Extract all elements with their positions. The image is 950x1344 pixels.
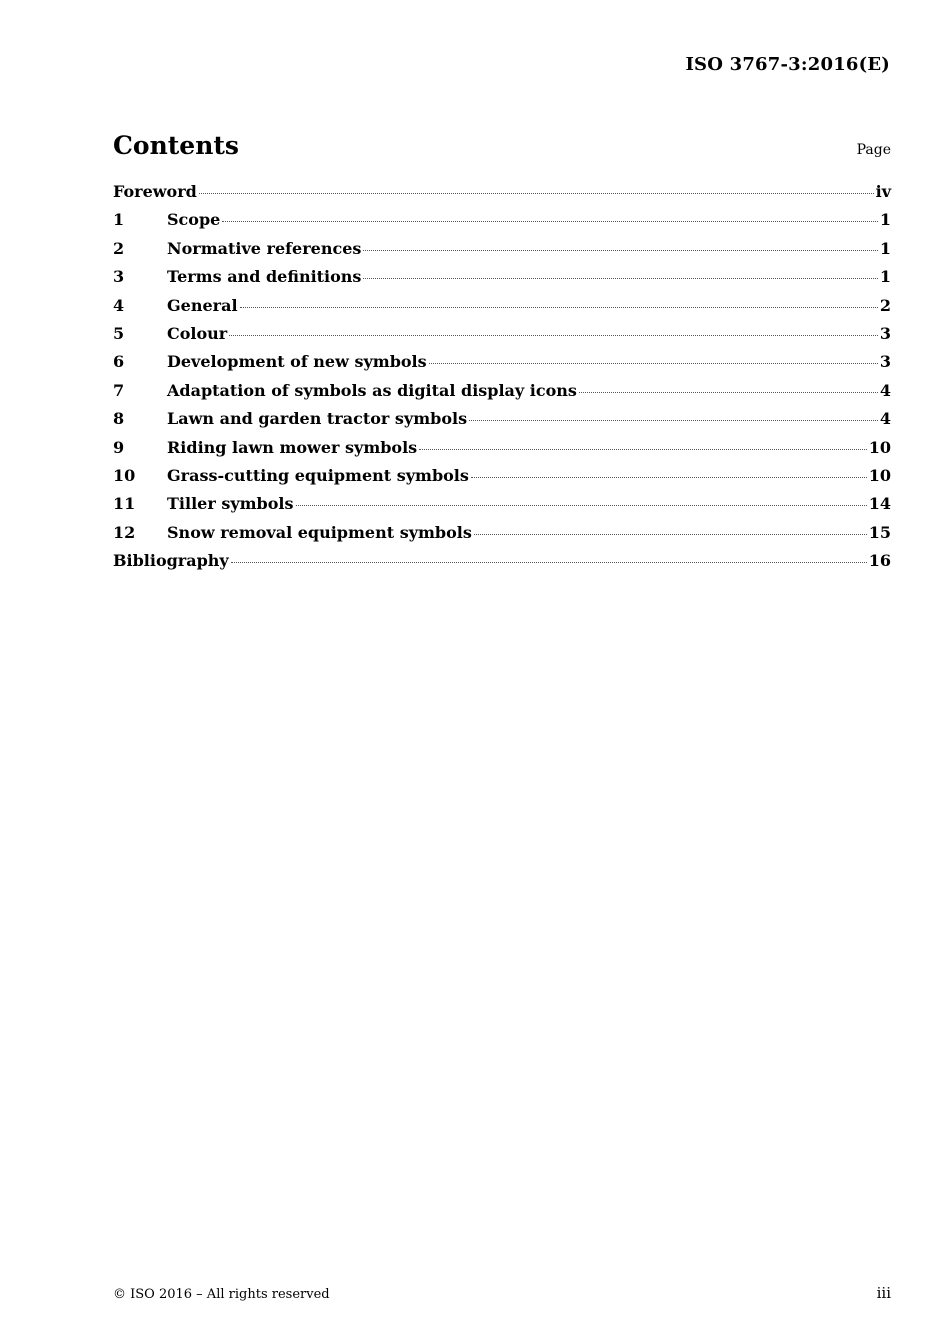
toc-entry-number: 6 [113,352,125,372]
toc-entry-page: 4 [879,380,891,400]
toc-entry-title: Colour [167,323,228,343]
toc-entry-title: Scope [167,210,221,230]
toc-entry-bibliography[interactable] [113,551,891,579]
toc-dot-leader [419,449,867,450]
toc-entry-scope[interactable] [113,210,891,238]
toc-entry-terms-and-definitions[interactable] [113,267,891,295]
toc-entry-title: Tiller symbols [167,494,294,514]
toc-entry-page: 2 [879,295,891,315]
toc-dot-leader [231,562,867,563]
toc-entry-page: 15 [868,522,891,542]
toc-entry-development-of-new-symbols[interactable] [113,352,891,380]
toc-dot-leader [229,335,878,336]
toc-entry-title: Grass-cutting equipment symbols [167,465,469,485]
toc-entry-title: Lawn and garden tractor symbols [167,409,468,429]
toc-entry-number: 11 [113,494,136,514]
toc-entry-riding-lawn-mower-symbols[interactable] [113,438,891,466]
toc-dot-leader [469,420,878,421]
page-column-label: Page [856,142,891,158]
toc-dot-leader [471,477,867,478]
toc-entry-number: 4 [113,295,125,315]
toc-entry-page: 4 [879,409,891,429]
toc-entry-number: 9 [113,437,125,457]
toc-entry-title: General [167,295,238,315]
toc-entry-snow-removal-equipment-symbols[interactable] [113,523,891,551]
toc-dot-leader [429,363,878,364]
toc-entry-number: 3 [113,267,125,287]
toc-entry-grass-cutting-equipment-symbols[interactable] [113,466,891,494]
toc-entry-number: 12 [113,522,136,542]
toc-entry-number: 10 [113,465,136,485]
toc-entry-adaptation-of-symbols[interactable] [113,381,891,409]
toc-entry-page: iv [875,182,891,201]
table-of-contents [113,182,891,579]
toc-dot-leader [363,278,877,279]
toc-entry-colour[interactable] [113,324,891,352]
toc-entry-page: 14 [868,494,891,514]
toc-dot-leader [240,307,878,308]
document-identifier: ISO 3767-3:2016(E) [685,54,890,75]
toc-entry-foreword[interactable] [113,182,891,210]
toc-entry-page: 1 [879,267,891,287]
toc-entry-title: Snow removal equipment symbols [167,522,472,542]
toc-dot-leader [199,193,874,194]
toc-entry-general[interactable] [113,296,891,324]
toc-entry-title: Normative references [167,238,362,258]
page-footer [113,1284,891,1302]
toc-entry-title: Terms and definitions [167,267,362,287]
toc-dot-leader [222,221,878,222]
toc-entry-lawn-and-garden-tractor-symbols[interactable] [113,409,891,437]
toc-entry-page: 10 [868,437,891,457]
page-number: iii [876,1284,891,1302]
toc-entry-title: Foreword [113,182,197,201]
toc-dot-leader [296,505,867,506]
toc-entry-tiller-symbols[interactable] [113,494,891,522]
toc-dot-leader [363,250,877,251]
toc-entry-title: Bibliography [113,551,229,571]
toc-entry-page: 16 [868,551,891,571]
toc-entry-page: 1 [879,210,891,230]
toc-entry-normative-references[interactable] [113,239,891,267]
contents-title: Contents [113,131,240,160]
toc-entry-page: 10 [868,465,891,485]
toc-entry-number: 7 [113,380,125,400]
toc-entry-title: Adaptation of symbols as digital display icons [167,380,577,400]
toc-dot-leader [579,392,878,393]
toc-entry-page: 3 [879,323,891,343]
copyright-notice: © ISO 2016 – All rights reserved [113,1287,330,1302]
toc-entry-title: Riding lawn mower symbols [167,437,418,457]
contents-heading [113,131,891,160]
toc-entry-number: 1 [113,210,125,230]
toc-entry-page: 3 [879,352,891,372]
toc-entry-title: Development of new symbols [167,352,427,372]
toc-entry-page: 1 [879,238,891,258]
toc-entry-number: 8 [113,409,125,429]
toc-dot-leader [474,534,867,535]
toc-entry-number: 5 [113,323,125,343]
toc-entry-number: 2 [113,238,125,258]
